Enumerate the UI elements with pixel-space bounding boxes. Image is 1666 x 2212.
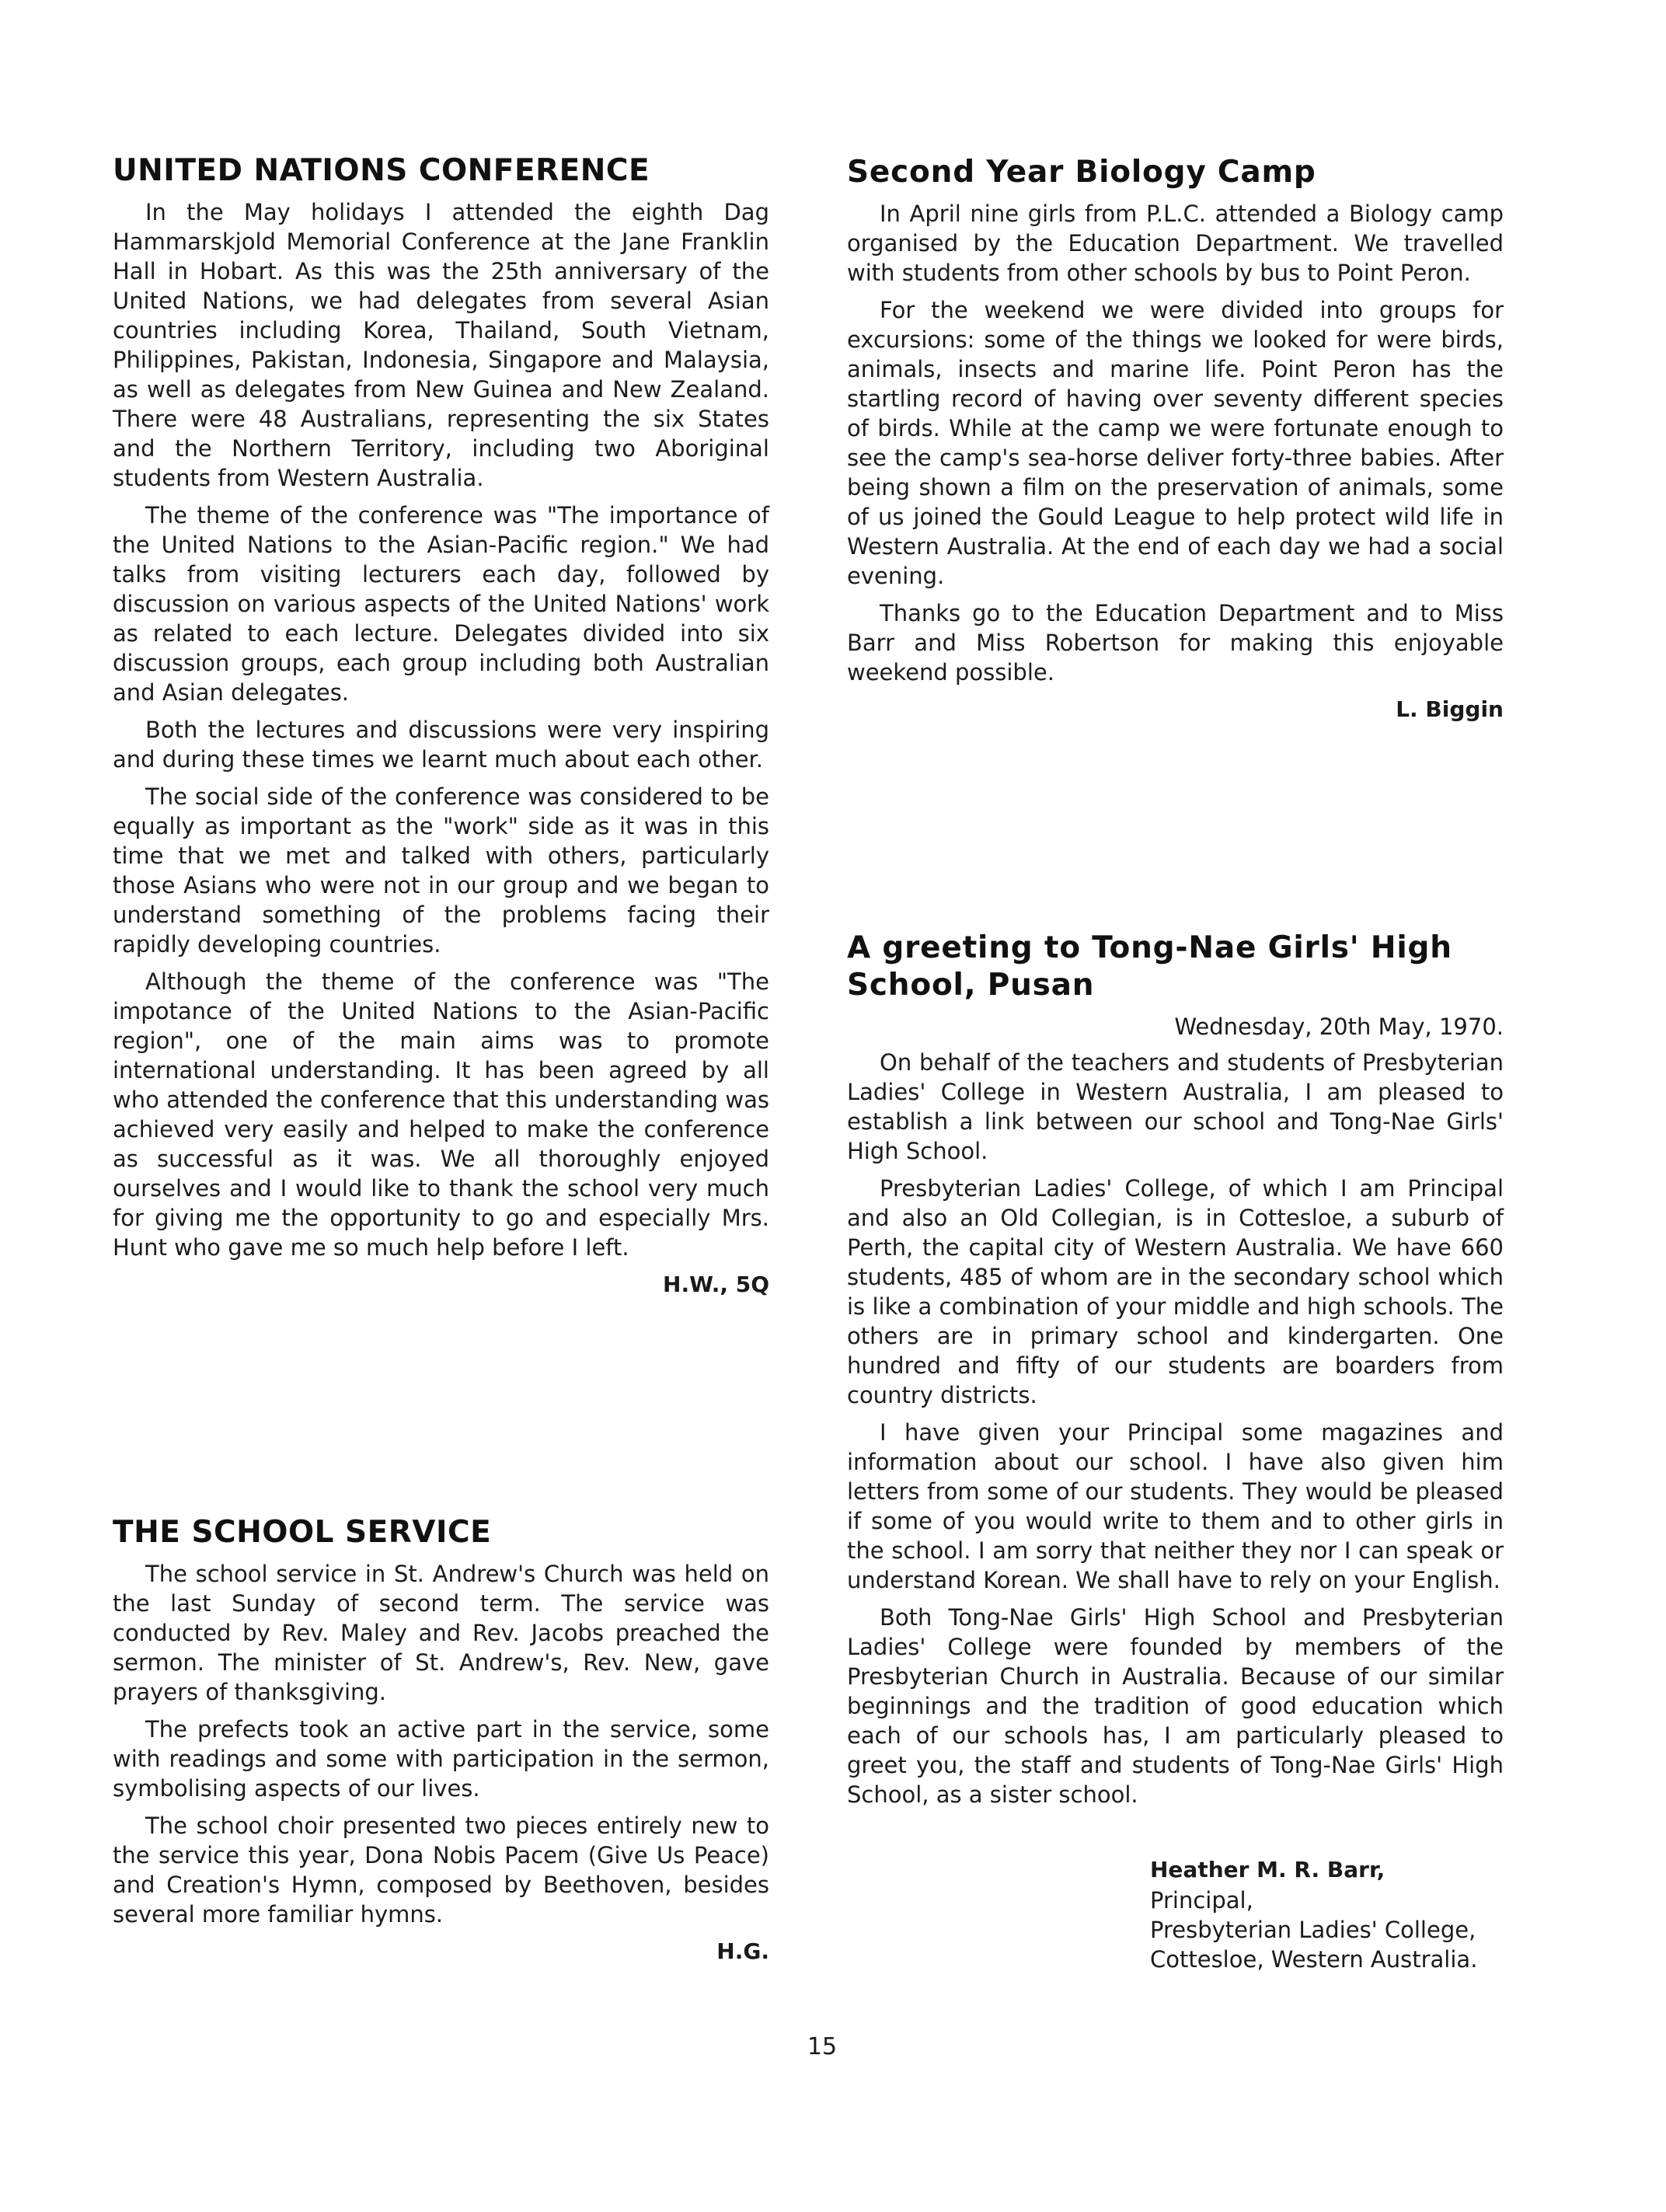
article-united-nations-conference xyxy=(113,152,769,1300)
signer-title: Principal, xyxy=(1150,1887,1253,1914)
article-signature: L. Biggin xyxy=(1396,696,1504,722)
letter-date: Wednesday, 20th May, 1970. xyxy=(1174,1014,1504,1040)
article-school-service xyxy=(113,1514,769,1966)
paragraph: Thanks go to the Education Department and to Miss Barr and Miss Robertson for making this enjoyable weekend possible. xyxy=(847,600,1504,686)
paragraph: For the weekend we were divided into groups for excursions: some of the things we looked for were birds, animals, insects and marine life. Point Peron has the startling record of having over seventy different species of birds. While at the camp we were fortunate enough to see the camp's sea-horse deliver forty-three babies. After being shown a film on the preservation of animals, some of us joined the Gould League to help protect wild life in Western Australia. At the end of each day we had a social evening. xyxy=(847,297,1504,589)
article-signature: H.W., 5Q xyxy=(663,1272,769,1297)
page-number: 15 xyxy=(807,2033,838,2060)
paragraph: Both the lectures and discussions were very inspiring and during these times we learnt much about each other. xyxy=(113,717,769,773)
signer-place: Cottesloe, Western Australia. xyxy=(1150,1946,1478,1973)
paragraph: The prefects took an active part in the service, some with readings and some with participation in the sermon, symbolising aspects of our lives. xyxy=(113,1716,769,1802)
paragraph: In April nine girls from P.L.C. attended a Biology camp organised by the Education Department. We travelled with students from other schools by bus to Point Peron. xyxy=(847,201,1504,286)
paragraph: I have given your Principal some magazines and information about our school. I have also given him letters from some of our students. They would be pleased if some of you would write to them and to other girls in the school. I am sorry that neither they nor I can speak or understand Korean. We shall have to rely on your English. xyxy=(847,1419,1504,1593)
article-greeting-tong-nae xyxy=(847,930,1504,1817)
paragraph: Although the theme of the conference was "The impotance of the United Nations to the Asian-Pacific region", one of the main aims was to promote international understanding. It has been agreed by all who attended the conference that this understanding was achieved very easily and helped to make the conference as successful as it was. We all thoroughly enjoyed ourselves and I would like to thank the school very much for giving me the opportunity to go and especially Mrs. Hunt who gave me so much help before I left. xyxy=(113,968,769,1261)
signer-name: Heather M. R. Barr, xyxy=(1150,1857,1385,1882)
paragraph: The theme of the conference was "The importance of the United Nations to the Asian-Pacific region." We had talks from visiting lecturers each day, followed by discussion on various aspects of the United Nations' work as related to each lecture. Delegates divided into six discussion groups, each group including both Australian and Asian delegates. xyxy=(113,502,769,706)
letter-signature-block xyxy=(1150,1854,1554,1974)
article-title: A greeting to Tong-Nae Girls' High School, Pusan xyxy=(847,930,1452,1003)
paragraph: Presbyterian Ladies' College, of which I am Principal and also an Old Collegian, is in Cottesloe, a suburb of Perth, the capital city of Western Australia. We have 660 students, 485 of whom are in the secondary school which is like a combination of your middle and high schools. The others are in primary school and kindergarten. One hundred and fifty of our students are boarders from country districts. xyxy=(847,1175,1504,1408)
article-title: UNITED NATIONS CONFERENCE xyxy=(113,153,650,188)
paragraph: On behalf of the teachers and students of Presbyterian Ladies' College in Western Australia, I am pleased to establish a link between our school and Tong-Nae Girls' High School. xyxy=(847,1049,1504,1164)
article-title: Second Year Biology Camp xyxy=(847,155,1316,190)
paragraph: The school service in St. Andrew's Church was held on the last Sunday of second term. The service was conducted by Rev. Maley and Rev. Jacobs preached the sermon. The minister of St. Andrew's, Rev. New, gave prayers of thanksgiving. xyxy=(113,1561,769,1705)
article-title: THE SCHOOL SERVICE xyxy=(113,1515,492,1550)
paragraph: Both Tong-Nae Girls' High School and Presbyterian Ladies' College were founded by members of the Presbyterian Church in Australia. Because of our similar beginnings and the tradition of good education which each of our schools has, I am particularly pleased to greet you, the staff and students of Tong-Nae Girls' High School, as a sister school. xyxy=(847,1604,1504,1808)
paragraph: The school choir presented two pieces entirely new to the service this year, Dona Nobis Pacem (Give Us Peace) and Creation's Hymn, composed by Beethoven, besides several more familiar hymns. xyxy=(113,1813,769,1928)
paragraph: The social side of the conference was considered to be equally as important as the "work" side as it was in this time that we met and talked with others, particularly those Asians who were not in our group and we began to understand something of the problems facing their rapidly developing countries. xyxy=(113,783,769,958)
article-biology-camp xyxy=(847,154,1504,724)
paragraph: In the May holidays I attended the eighth Dag Hammarskjold Memorial Conference at the Jane Franklin Hall in Hobart. As this was the 25th anniversary of the United Nations, we had delegates from several Asian countries including Korea, Thailand, South Vietnam, Philippines, Pakistan, Indonesia, Singapore and Malaysia, as well as delegates from New Guinea and New Zealand. There were 48 Australians, representing the six States and the Northern Territory, including two Aboriginal students from Western Australia. xyxy=(113,199,769,491)
signer-organization: Presbyterian Ladies' College, xyxy=(1150,1917,1476,1943)
article-signature: H.G. xyxy=(716,1938,769,1964)
